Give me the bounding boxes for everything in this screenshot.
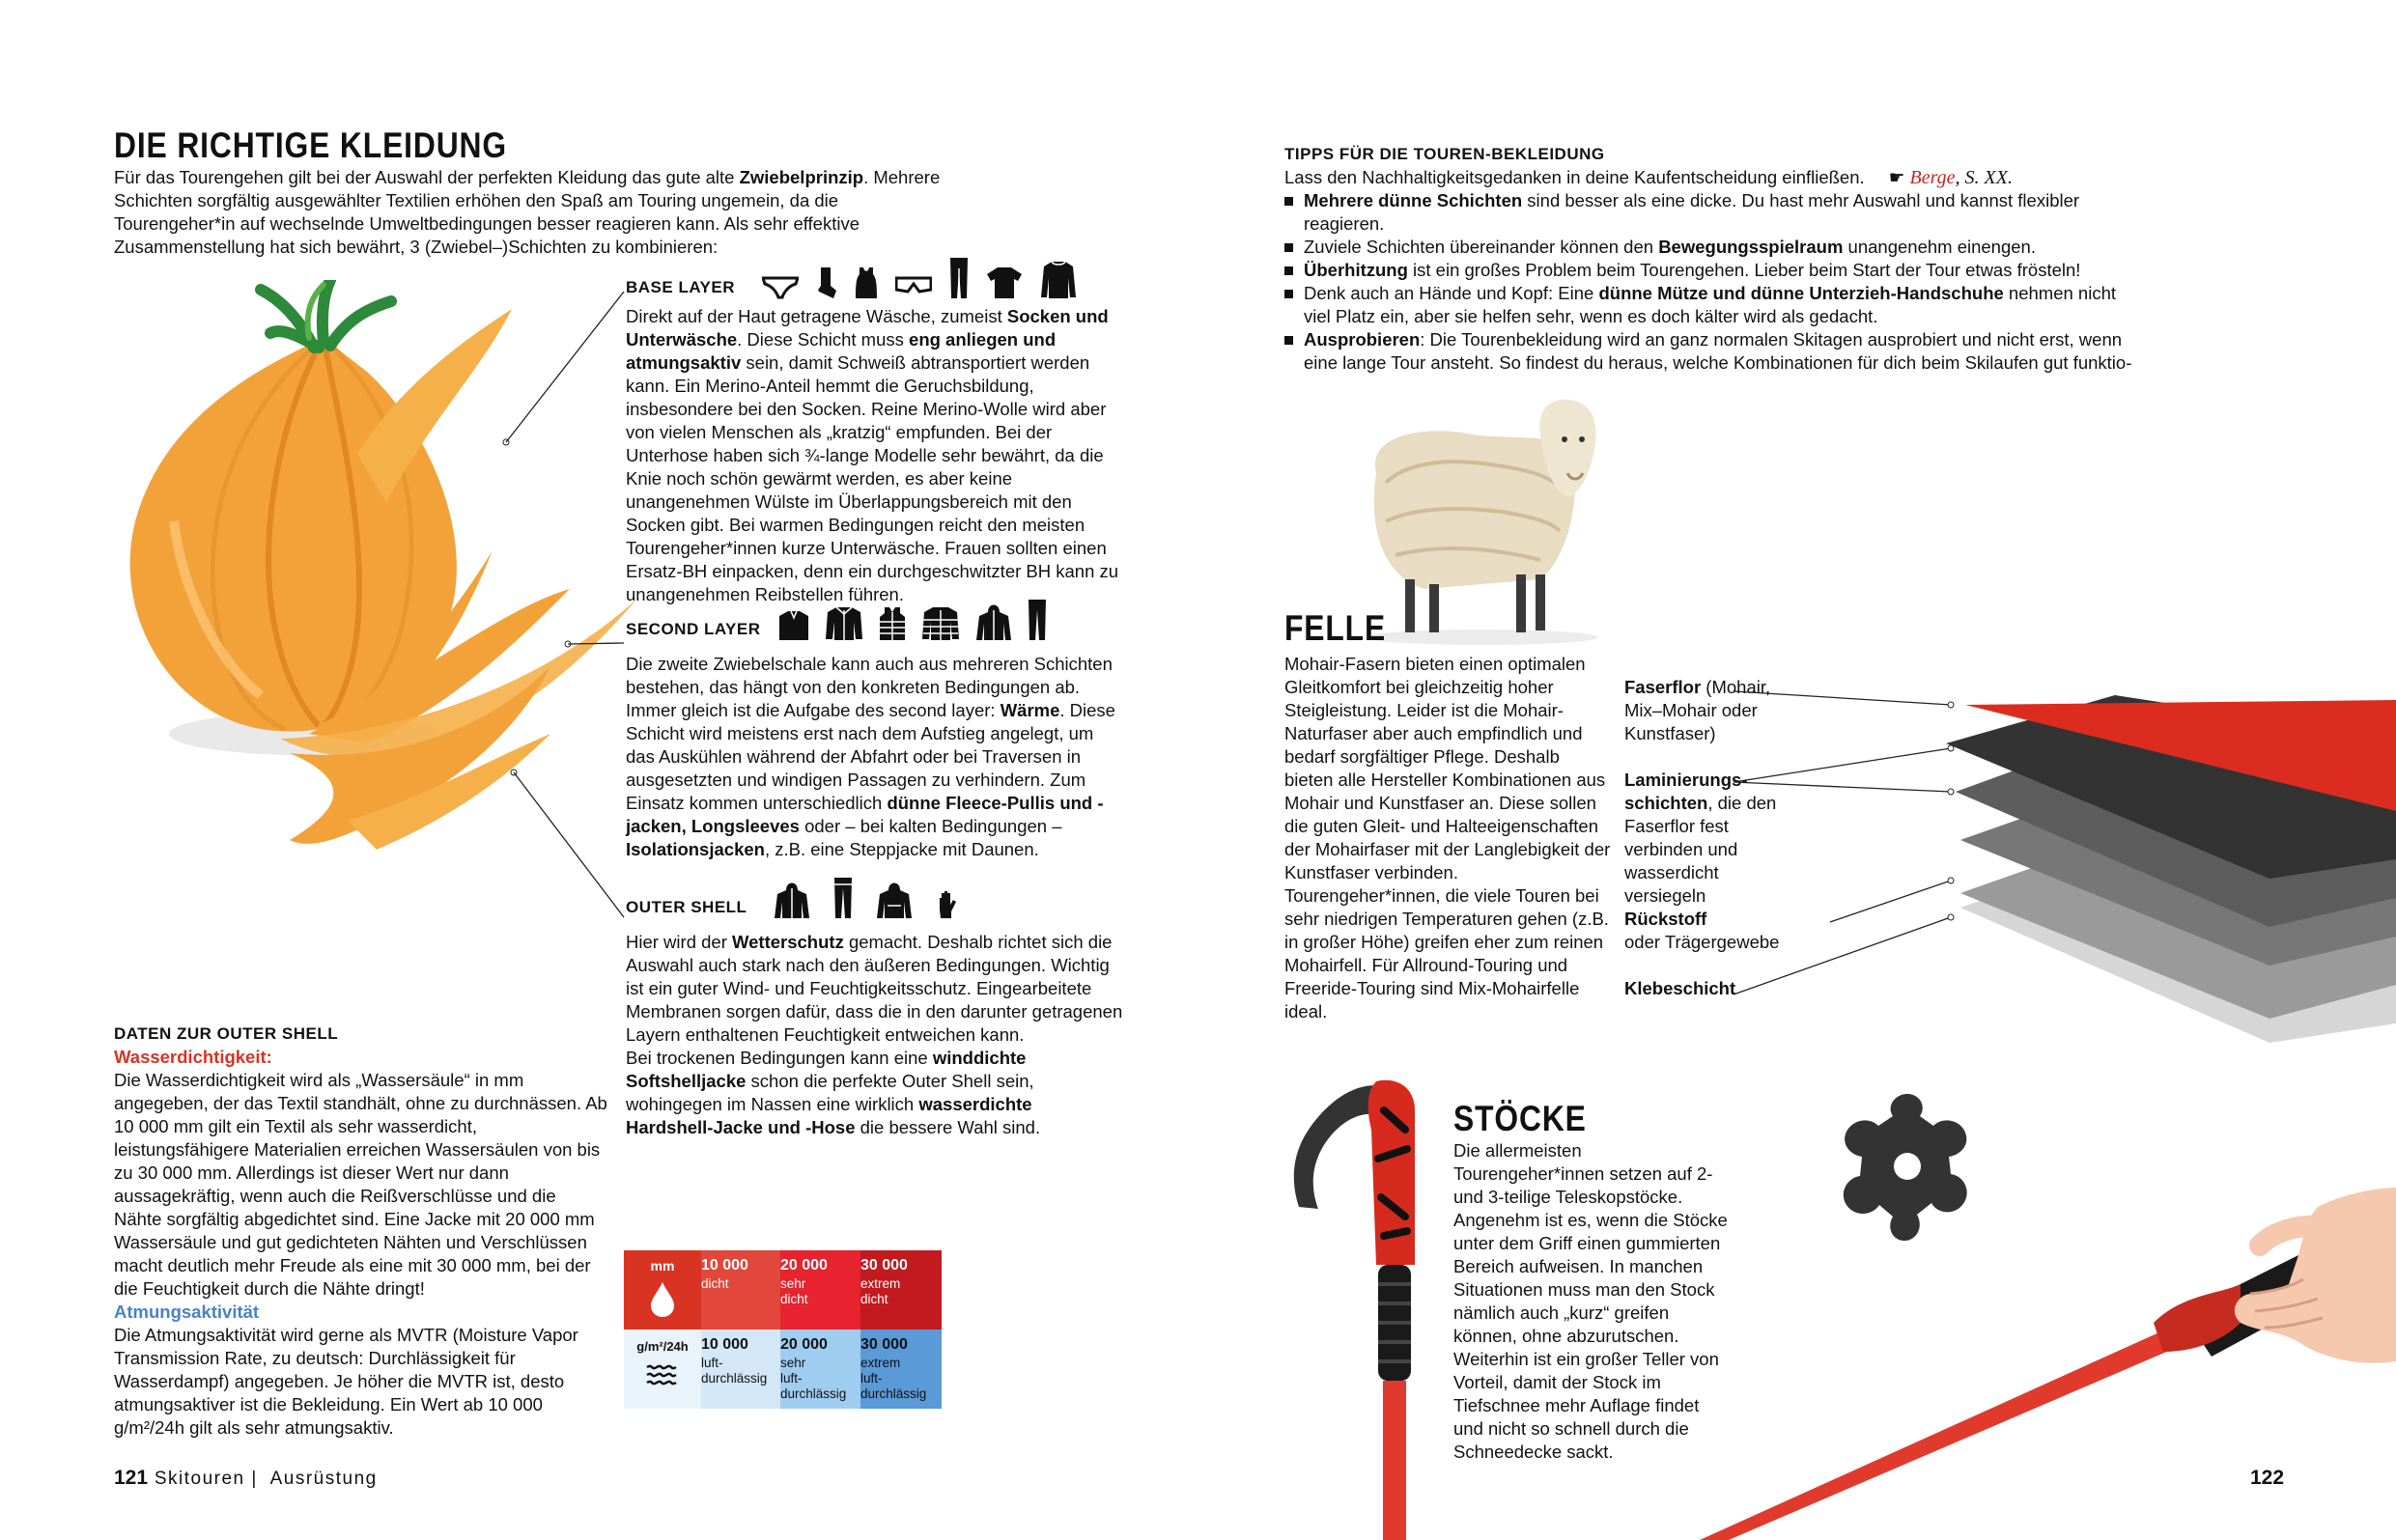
pointing-hand-icon: ☛ <box>1888 167 1905 187</box>
tank-top-icon <box>855 266 878 299</box>
base-layer-text: Direkt auf der Haut getragene Wäsche, zumeist Socken und Unterwäsche. Diese Schicht muss eng anliegen und atmungsaktiv sein, damit Schweiß abtransportiert werden kann. Ein Merino-Anteil hemmt die Geruchsbildung, insbesondere bei den Socken. Reine Merino-Wolle wird aber von vielen Menschen als „kratzig“ empfunden. Bei der Unterhose haben sich ¾-lange Modelle sehr bewährt, da die Knie noch schön gewärmt werden, es aber keine unangenehmen Wülste im Überlappungsbereich mit den Socken gibt. Bei warmen Bedingungen reicht den meisten Tourengeher*innen kurze Unterwäsche. Frauen sollten einen Ersatz-BH einpacken, denn ein durchgeschwitzter BH kann zu unangenehmen Reibstellen führen. <box>626 306 1119 604</box>
base-layer-heading: BASE LAYER <box>626 278 736 296</box>
t-shirt-icon <box>986 266 1023 299</box>
breathability-text: Die Atmungsaktivität wird gerne als MVTR (Moisture Vapor Transmission Rate, zu deutsch: Durchlässigkeit für Wasserdampf) angegeben. Je höher die MVTR ist, desto atmungsaktiver ist die Bekleidung. Ein Wert ab 10 000 g/m²/24h gilt als sehr atmungsaktiv. <box>114 1325 578 1438</box>
second-layer-text: Die zweite Zwiebelschale kann auch aus mehreren Schichten bestehen, das hängt von den konkreten Bedingungen ab. Immer gleich ist die Aufgabe des second layer: Wärme. Diese Schicht wird meistens erst nach dem Aufstieg angelegt, um das Auskühlen während der Abfahrt oder bei Traversen in ausgesetzten und windigen Passagen zu verhindern. Zum Einsatz kommen unterschiedlich dünne Fleece-Pullis und -jacken, Longsleeves oder – bei kalten Bedingungen – Isolationsjacken, z.B. eine Steppjacke mit Daunen. <box>626 654 1115 859</box>
data-table-cell: 20 000 sehr dicht <box>780 1250 860 1330</box>
page-title: DIE RICHTIGE KLEIDUNG <box>114 126 507 165</box>
insulated-jacket-icon <box>921 606 960 641</box>
intro-paragraph: Für das Tourengehen gilt bei der Auswahl der perfekten Kleidung das gute alte Zwiebelprinzip. Mehrere Schichten sorgfältig ausgewählter Textilien erhöhen den Spaß am Touring ungemein, da die Tourengeher*in auf wechselnde Umweltbedingungen besser reagieren kann. Als sehr effektive Zusammenstellung hat sich bewährt, 3 (Zwiebel–)Schichten zu kombinieren: <box>114 167 941 257</box>
water-drop-icon <box>649 1281 676 1318</box>
fleece-jacket-icon <box>825 606 863 641</box>
hand-holding-pole-illustration <box>1700 1188 2396 1540</box>
boxer-briefs-icon <box>895 276 932 299</box>
tips-section: TIPPS FÜR DIE TOUREN-BEKLEIDUNG Lass den Nachhaltigkeitsgedanken in deine Kaufentscheidung einfließen. ☛ Berge, S. XX. Mehrere dünne Schichten sind besser als eine dicke. Du hast mehr Auswahl und kannst flexibler reagieren. Zuviele Schichten übereinander können den Bewegungsspielraum unangenehm einengen. Überhitzung ist ein großes Problem beim Tourengehen. Lieber beim Start der Tour etwas frösteln! Denk auch an Hände und Kopf: Eine dünne Mütze und dünne Unterzieh-Handschuhe nehmen nicht viel Platz ein, aber sie helfen sehr, wenn es doch kälter wird als gedacht. Ausprobieren: Die Tourenbekleidung wird an ganz normalen Skitagen ausprobiert und nicht erst, wenn eine lange Tour ansteht. So findest du heraus, welche Kombinationen für dich beim Skilaufen gut funktio- <box>1284 143 2395 375</box>
tip-item: Zuviele Schichten übereinander können den Bewegungsspielraum unangenehm einengen. <box>1284 236 2134 259</box>
data-table-cell: 10 000 dicht <box>701 1250 780 1330</box>
pants-icon <box>1028 599 1047 641</box>
briefs-icon <box>762 276 799 299</box>
data-heading: DATEN ZUR OUTER SHELL <box>114 1024 339 1043</box>
glove-icon <box>936 890 957 919</box>
callout-lines <box>502 290 637 927</box>
data-table-cell: 10 000 luft- durchlässig <box>701 1330 780 1409</box>
longsleeve-icon <box>1040 261 1077 299</box>
second-layer-heading: SECOND LAYER <box>626 620 761 638</box>
felle-title: FELLE <box>1284 608 1387 648</box>
shell-jacket-icon <box>774 881 810 919</box>
skin-layer-label-lamination: Laminierungs-schichten, die den Faserflor fest verbinden und wasserdicht versiegeln <box>1624 770 1777 906</box>
angora-goat-illustration <box>1347 396 1618 647</box>
data-table-cell: 30 000 extrem luft- durchlässig <box>860 1330 942 1409</box>
breathability-subheading: Atmungsaktivität <box>114 1302 260 1322</box>
shell-data-table: mm 10 000 dicht 20 000 sehr dicht 30 000 extrem dicht g/m²/24h 10 000 luft- durchlässig 20 000 sehr luft- durchlässig 30 000 extrem luft- durchlässig <box>624 1250 943 1409</box>
data-table-cell: 30 000 extrem dicht <box>860 1250 942 1330</box>
felle-text: Mohair-Fasern bieten einen optimalen Gleitkomfort bei gleichzeitig hoher Steigleistung. Leider ist die Mohair-Naturfaser aber auch empfindlich und bedarf sorgfältiger Pflege. Deshalb bieten alle Hersteller Kombinationen aus Mohair und Kunstfaser an. Diese sollen die guten Gleit- und Halteeigenschaften der Mohairfaser mit der Langlebigkeit der Kunstfaser verbinden. Tourengeher*innen, die viele Touren bei sehr niedrigen Temperaturen gehen (z.B. in großer Höhe) greifen eher zum reinen Mohairfell. Für Allround-Touring und Freeride-Touring sind Mix-Mohairfelle ideal. <box>1284 654 1611 1022</box>
long-underwear-icon <box>949 257 969 299</box>
fleece-pullover-icon <box>778 610 809 641</box>
outer-shell-heading: OUTER SHELL <box>626 898 747 916</box>
tip-item: Ausprobieren: Die Tourenbekleidung wird an ganz normalen Skitagen ausprobiert und nicht erst, wenn eine lange Tour ansteht. So findest du heraus, welche Kombinationen für dich beim Skilaufen gut funktio- <box>1284 328 2134 375</box>
data-table-cell: 20 000 sehr luft- durchlässig <box>780 1330 860 1409</box>
waterproof-text: Die Wasserdichtigkeit wird als „Wassersäule“ in mm angegeben, der das Textil standhält, ohne zu durchnässen. Ab 10 000 mm gilt ein Textil als sehr wasserdicht, leistungsfähigere Materialien erreichen Wassersäulen von bis zu 30 000 mm. Allerdings ist dieser Wert nur dann aussagekräftig, wenn auch die Reißverschlüsse und die Nähte sorgfältig abgedichtet sind. Eine Jacke mit 20 000 mm Wassersäule und gut gedichteten Nähten und Verschlüssen macht deutlich mehr Freude als eine mit 30 000 mm, bei der die Feuchtigkeit durch die Nähte dringt! <box>114 1070 607 1299</box>
vapor-icon <box>643 1361 682 1390</box>
skin-layer-label-backing: Rückstoff oder Trägergewebe <box>1624 909 1780 952</box>
footer-left: 121 Skitouren | Ausrüstung <box>114 1467 378 1489</box>
shell-pants-icon <box>833 877 853 919</box>
footer-right: 122 <box>2250 1467 2285 1489</box>
outer-shell-text: Hier wird der Wetterschutz gemacht. Deshalb richtet sich die Auswahl auch stark nach den äußeren Bedingungen. Wichtig ist ein guter Wind- und Feuchtigkeitsschutz. Eingearbeitete Membranen sorgen dafür, dass die in den darunter getragenen Layern enthaltenen Feuchtigkeit entweichen kann. Bei trockenen Bedingungen kann eine winddichte Softshelljacke schon die perfekte Outer Shell sein, wohingegen im Nassen eine wirklich wasserdichte Hardshell-Jacke und -Hose die bessere Wahl sind. <box>626 932 1123 1137</box>
climbing-skin-layers-diagram <box>1729 676 2396 1062</box>
softshell-hoodie-icon <box>876 881 913 919</box>
stoecke-title: STÖCKE <box>1453 1099 1587 1138</box>
hooded-jacket-icon <box>975 602 1012 641</box>
skin-layer-label-glue: Klebeschicht <box>1624 978 1736 998</box>
tip-item: Denk auch an Hände und Kopf: Eine dünne Mütze und dünne Unterzieh-Handschuhe nehmen nicht viel Platz ein, aber sie helfen sehr, wenn es doch kälter wird als gedacht. <box>1284 282 2134 328</box>
sock-icon <box>816 266 837 299</box>
tip-item: Mehrere dünne Schichten sind besser als eine dicke. Du hast mehr Auswahl und kannst flexibler reagieren. <box>1284 189 2134 236</box>
stoecke-text: Die allermeisten Tourengeher*innen setzen auf 2- und 3-teilige Teleskopstöcke. Angenehm ist es, wenn die Stöcke unter dem Griff einen gummierten Bereich aufweisen. In manchen Situationen muss man den Stock nämlich auch „kurz“ greifen können, ohne abzurutschen. Weiterhin ist ein großer Teller von Vorteil, damit der Stock im Tiefschnee mehr Auflage findet und nicht so schnell durch die Schneedecke sackt. <box>1453 1140 1728 1462</box>
outer-shell-data-section <box>114 1022 608 1440</box>
tip-item: Überhitzung ist ein großes Problem beim Tourengehen. Lieber beim Start der Tour etwas frösteln! <box>1284 259 2134 282</box>
tips-heading: TIPPS FÜR DIE TOUREN-BEKLEIDUNG <box>1284 145 1605 163</box>
vest-icon <box>879 606 906 641</box>
skin-layer-label-pile: Faserflor (Mohair, Mix–Mohair oder Kunstfaser) <box>1624 677 1771 743</box>
ski-pole-grip-illustration <box>1270 1072 1444 1540</box>
waterproof-subheading: Wasserdichtigkeit: <box>114 1047 272 1067</box>
